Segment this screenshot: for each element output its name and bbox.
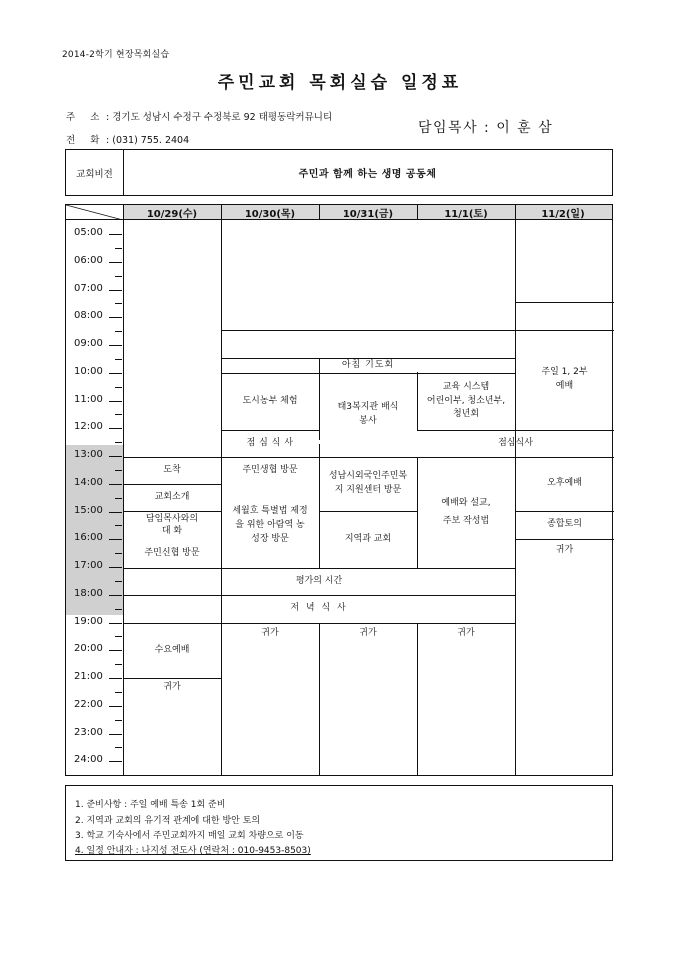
- pastor-name: 담임목사 : 이 훈 삼: [418, 120, 554, 136]
- time-label: 23:00: [74, 726, 103, 738]
- col-divider: [417, 205, 418, 220]
- time-label: 08:00: [74, 310, 103, 322]
- event-general-discussion: 종합토의: [547, 519, 582, 530]
- address-label: 주 소: [66, 112, 106, 123]
- hour-tick: [109, 234, 122, 235]
- col-divider: [319, 623, 320, 775]
- event-credit-union: 주민신협 방문: [144, 548, 200, 559]
- half-hour-tick: [115, 414, 122, 415]
- education-line-3: 청년회: [452, 409, 480, 420]
- event-welfare-service: 태3복지관 배식 봉사: [337, 402, 399, 426]
- time-label: 17:00: [74, 560, 103, 571]
- note-item: 4. 일정 안내자 : 나지성 전도사 (연락처 : 010-9453-8503): [75, 846, 311, 856]
- half-hour-tick: [115, 442, 122, 443]
- event-worship-sermon: 예배와 설교, 주보 작성법: [441, 498, 491, 526]
- event-urban-farming: 도시농부 체험: [242, 395, 298, 406]
- event-education: [417, 373, 515, 430]
- half-hour-tick: [115, 720, 122, 721]
- page-title: 주민교회 목회실습 일정표: [217, 73, 463, 93]
- event-lunch-thu: 점 심 식 사: [246, 437, 294, 448]
- corner-cell: [66, 205, 123, 220]
- time-label: 19:00: [74, 615, 103, 627]
- row-divider: [515, 302, 614, 303]
- time-label: 12:00: [74, 421, 103, 433]
- semester-label: 2014-2학기 현장목회실습: [62, 50, 170, 60]
- event-sewol-law: 세월호 특별법 제정을 위한 아람역 농성장 방문: [232, 506, 308, 544]
- event-dinner: 저 녁 식 사: [290, 603, 348, 614]
- event-return-wed: 귀가: [163, 681, 181, 692]
- half-hour-tick: [115, 248, 122, 249]
- time-label: 18:00: [74, 587, 103, 599]
- phone-value: (031) 755. 2404: [112, 135, 190, 146]
- half-hour-tick: [115, 692, 122, 693]
- hour-tick: [109, 595, 122, 596]
- hour-tick: [109, 401, 122, 402]
- time-label: 10:00: [74, 365, 103, 377]
- hour-tick: [109, 650, 122, 651]
- time-label: 22:00: [74, 698, 103, 710]
- event-church-intro: 교회소개: [154, 491, 190, 502]
- half-hour-tick: [115, 609, 122, 610]
- half-hour-tick: [115, 387, 122, 388]
- hour-tick: [109, 428, 122, 429]
- day-header-sun: 11/2(일): [541, 209, 585, 220]
- event-return-sun: 귀가: [555, 545, 574, 555]
- hour-tick: [109, 484, 122, 485]
- time-label: 07:00: [74, 282, 103, 294]
- vision-label: 교회비전: [66, 150, 124, 195]
- hour-tick: [109, 734, 122, 735]
- col-divider: [319, 205, 320, 220]
- hour-tick: [109, 512, 122, 513]
- note-item: 1. 준비사항 : 주일 예배 특송 1회 준비: [75, 800, 226, 810]
- event-return-thu: 귀가: [261, 628, 279, 638]
- event-arrival: 도착: [163, 464, 181, 475]
- event-morning-prayer: 아침 기도회: [341, 359, 395, 370]
- day-header-thu: 10/30(목): [244, 209, 296, 220]
- event-region-church: 지역과 교회: [344, 533, 392, 544]
- phone-label: 전 화: [66, 135, 106, 146]
- time-label: 24:00: [74, 754, 103, 766]
- half-hour-tick: [115, 636, 122, 637]
- event-wednesday-worship: 수요예배: [154, 644, 190, 655]
- hour-tick: [109, 290, 122, 291]
- address-value: 경기도 성남시 수정구 수정북로 92 태평동락커뮤니티: [112, 112, 333, 123]
- half-hour-tick: [115, 470, 122, 471]
- event-lunch-sat-sun: 점심식사: [498, 437, 533, 448]
- hour-tick: [109, 345, 122, 346]
- time-label: 11:00: [74, 393, 103, 405]
- event-migrant-center: 성남시외국인주민복지 지원센터 방문: [328, 471, 408, 495]
- day-header-sat: 11/1(토): [444, 209, 488, 220]
- vision-text: 주민과 함께 하는 생명 공동체: [298, 169, 437, 180]
- time-label: 21:00: [74, 671, 103, 682]
- hour-tick: [109, 539, 122, 540]
- vision-box: [65, 149, 613, 196]
- hour-tick: [109, 706, 122, 707]
- time-column: [66, 220, 123, 775]
- event-afternoon-worship: 오후예배: [547, 478, 582, 489]
- time-label: 06:00: [74, 254, 103, 266]
- event-sunday-service: 주일 1, 2부 예배: [541, 367, 588, 391]
- half-hour-tick: [115, 581, 122, 582]
- event-coop-visit: 주민생협 방문: [242, 464, 298, 475]
- hour-tick: [109, 262, 122, 263]
- hour-tick: [109, 623, 122, 624]
- phone-line: 전 화: (031) 755. 2404: [66, 132, 189, 146]
- hour-tick: [109, 456, 122, 457]
- time-label: 09:00: [74, 338, 103, 349]
- education-line-1: 교육 시스템: [442, 381, 490, 392]
- schedule-table: [65, 204, 613, 776]
- time-label: 14:00: [74, 476, 103, 488]
- note-item: 3. 학교 기숙사에서 주민교회까지 매일 교회 차량으로 이동: [75, 831, 304, 841]
- col-divider: [417, 623, 418, 775]
- day-header-fri: 10/31(금): [342, 209, 394, 220]
- half-hour-tick: [115, 276, 122, 277]
- half-hour-tick: [115, 359, 122, 360]
- hour-tick: [109, 373, 122, 374]
- time-label: 05:00: [74, 227, 103, 238]
- time-label: 15:00: [74, 504, 103, 516]
- hour-tick: [109, 761, 122, 762]
- half-hour-tick: [115, 498, 122, 499]
- half-hour-tick: [115, 525, 122, 526]
- event-evaluation: 평가의 시간: [295, 575, 343, 586]
- event-return-fri: 귀가: [359, 628, 377, 638]
- time-label: 16:00: [74, 532, 103, 544]
- row-divider: [515, 539, 614, 540]
- hour-tick: [109, 567, 122, 568]
- diagonal-line: [66, 205, 123, 220]
- event-pastor-talk: 담임목사와의 대 화: [145, 513, 199, 536]
- time-label: 20:00: [74, 643, 103, 655]
- note-item: 2. 지역과 교회의 유기적 관계에 대한 방안 토의: [75, 816, 261, 826]
- notes-box: [65, 785, 613, 861]
- hour-tick: [109, 317, 122, 318]
- half-hour-tick: [115, 331, 122, 332]
- day-header-wed: 10/29(수): [146, 209, 198, 220]
- event-return-sat: 귀가: [457, 628, 475, 638]
- education-line-2: 어린이부, 청소년부,: [426, 395, 506, 406]
- row-divider: [221, 330, 515, 331]
- half-hour-tick: [115, 664, 122, 665]
- half-hour-tick: [115, 747, 122, 748]
- half-hour-tick: [115, 553, 122, 554]
- hour-tick: [109, 678, 122, 679]
- address-line: 주 소: 경기도 성남시 수정구 수정북로 92 태평동락커뮤니티: [66, 109, 332, 123]
- half-hour-tick: [115, 303, 122, 304]
- time-label: 13:00: [74, 449, 103, 460]
